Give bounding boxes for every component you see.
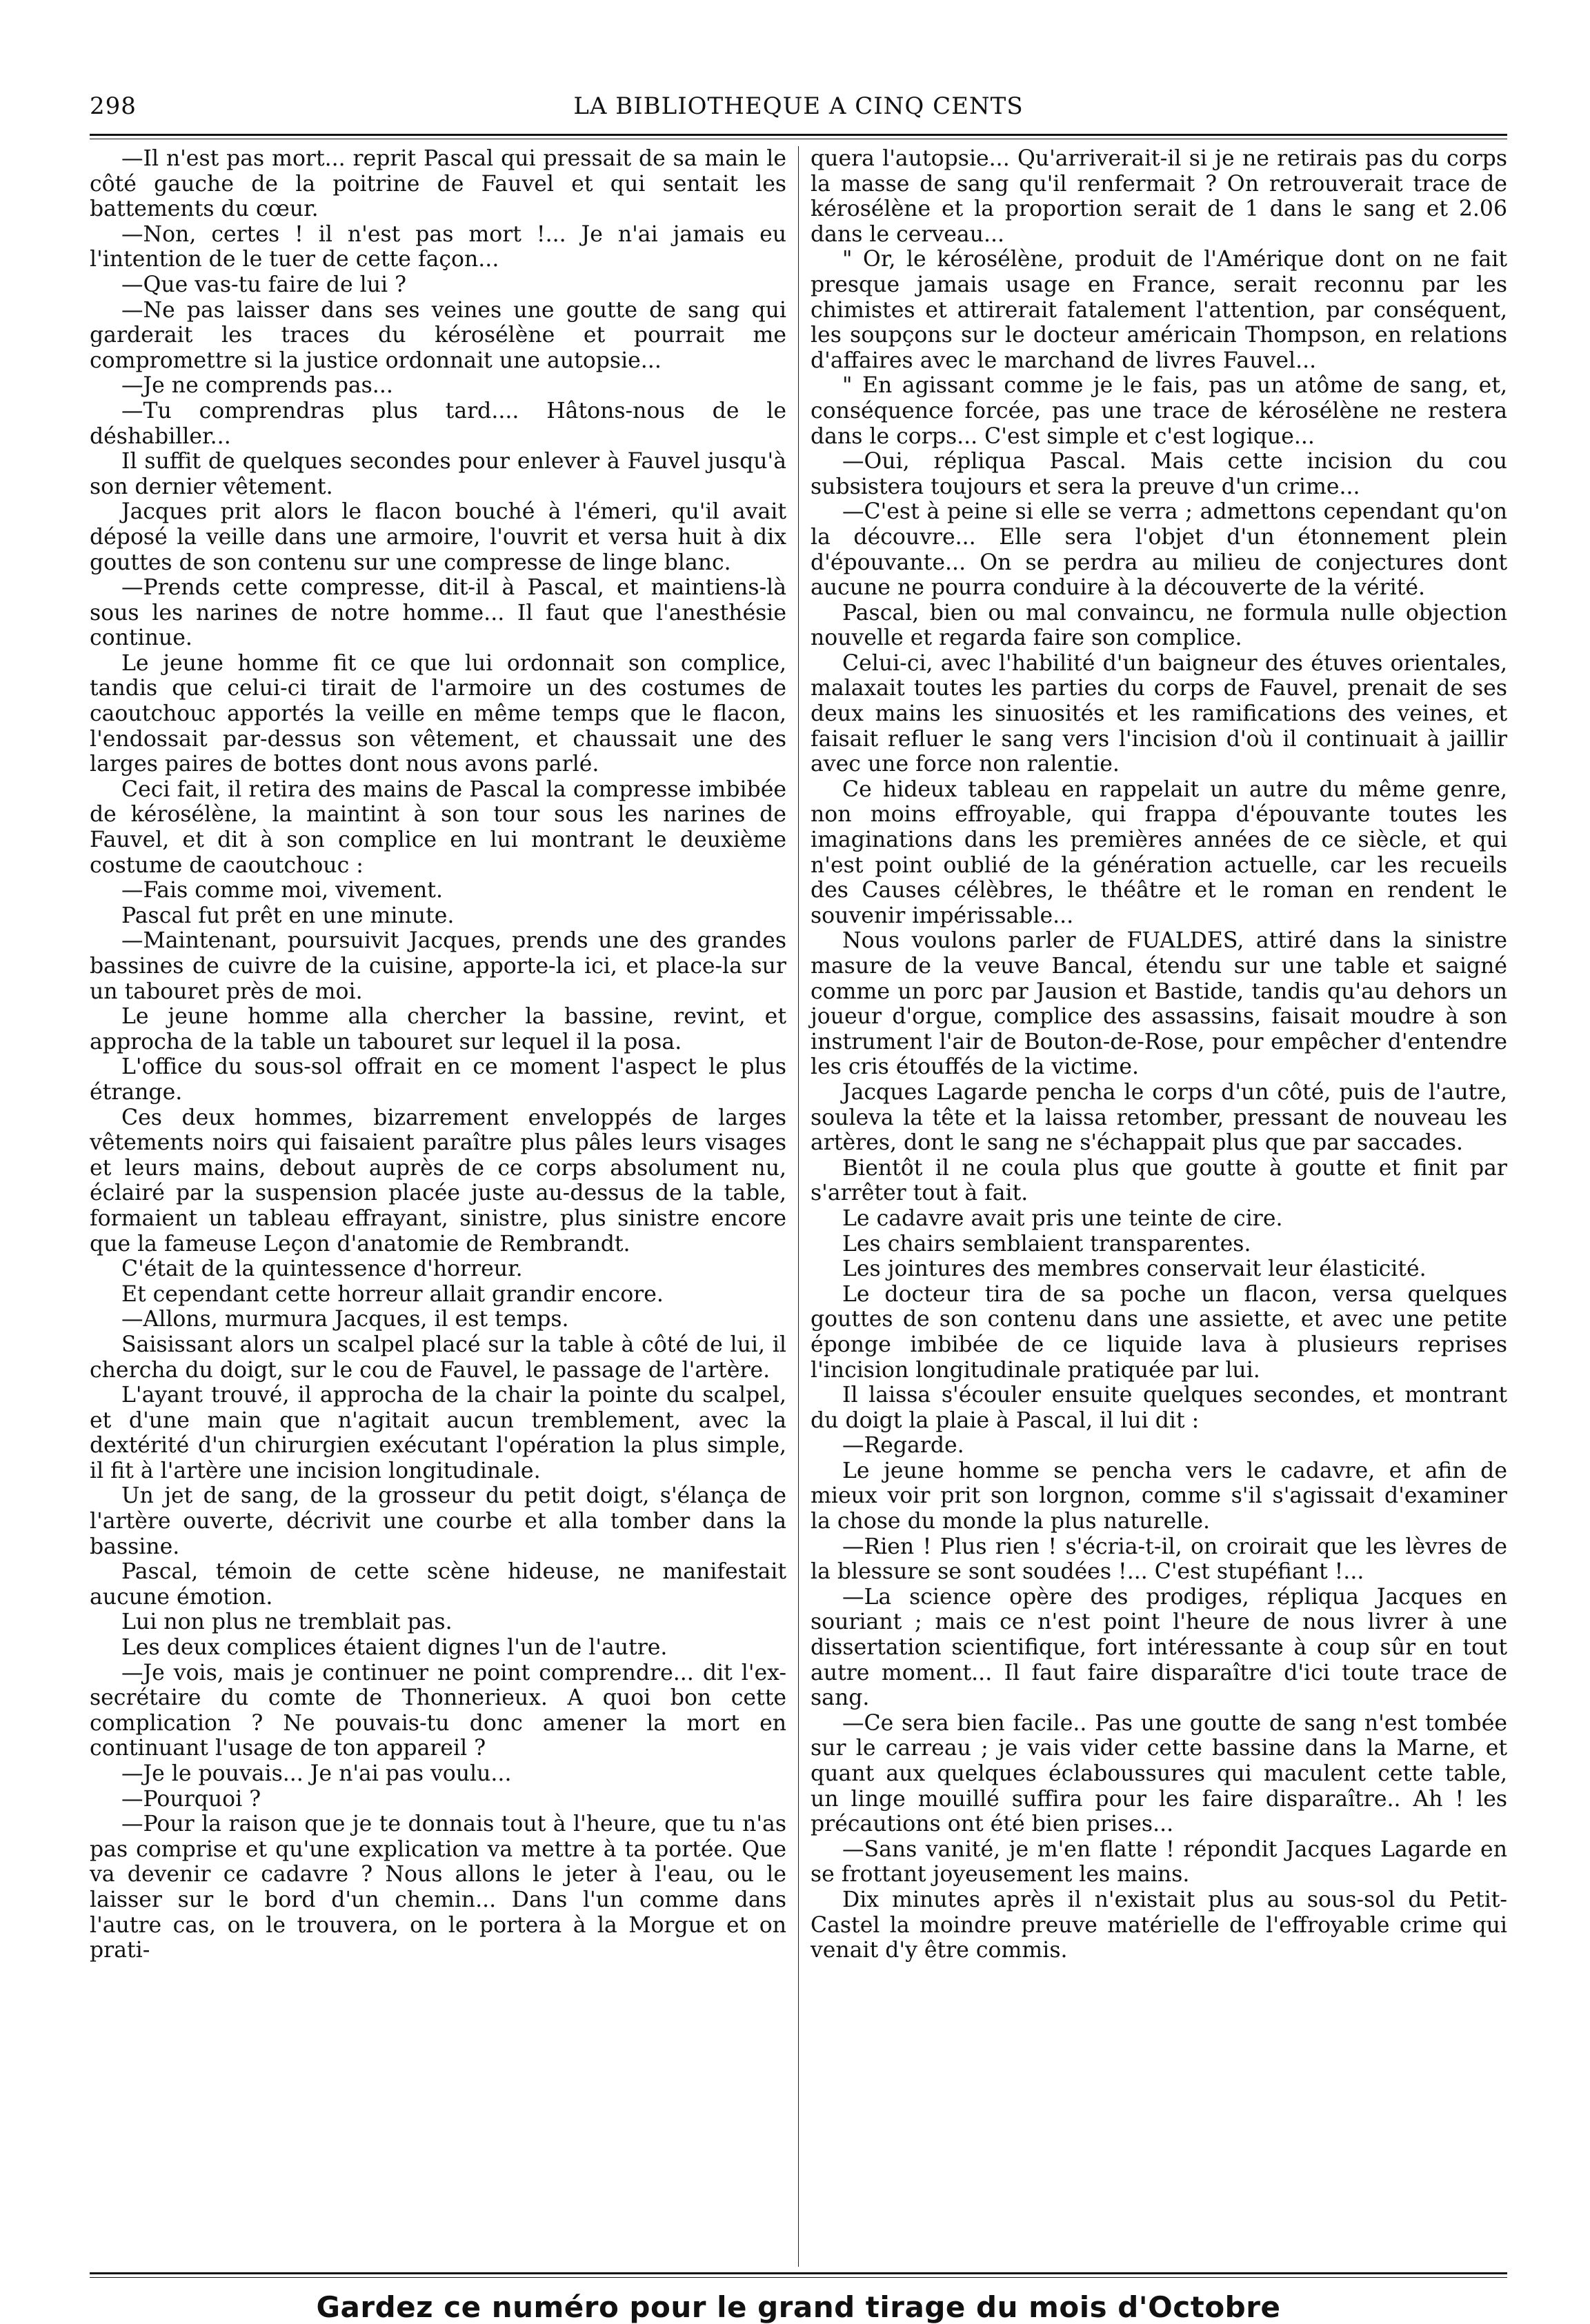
paragraph: Le docteur tira de sa poche un flacon, versa quelques gouttes de son contenu dans une assiette, et avec une petite éponge imbibée de ce liquide lava à plusieurs reprises l'incision longitudinale pratiquée par lui. (811, 1281, 1507, 1383)
journal-title: LA BIBLIOTHEQUE A CINQ CENTS (573, 92, 1024, 120)
paragraph: —Maintenant, poursuivit Jacques, prends une des grandes bassines de cuivre de la cuisine, apporte-la ici, et place-la sur un tabouret près de moi. (90, 928, 786, 1004)
page-number: 298 (90, 92, 137, 120)
paragraph: Bientôt il ne coula plus que goutte à goutte et finit par s'arrêter tout à fait. (811, 1155, 1507, 1206)
paragraph: Les jointures des membres conservait leur élasticité. (842, 1256, 1427, 1282)
paragraph: Saisissant alors un scalpel placé sur la table à côté de lui, il chercha du doigt, sur le cou de Fauvel, le passage de l'artère. (90, 1332, 786, 1383)
paragraph: —Il n'est pas mort... reprit Pascal qui pressait de sa main le côté gauche de la poitrine de Fauvel et qui sentait les battements du cœur. (90, 146, 786, 222)
paragraph: —La science opère des prodiges, répliqua Jacques en souriant ; mais ce n'est point l'heure de nous livrer à une dissertation scientifique, fort intéressante à coup sûr en tout autre moment... Il faut faire disparaître d'ici toute trace de sang. (811, 1584, 1507, 1711)
paragraph: quera l'autopsie... Qu'arriverait-il si je ne retirais pas du corps la masse de sang qu'il renfermait ? On retrouverait trace de kérosélène et la proportion serait de 1 dans le sang et 2.06 dans le cerveau... (811, 146, 1507, 247)
paragraph: Et cependant cette horreur allait grandir encore. (121, 1281, 664, 1307)
paragraph: Pascal, témoin de cette scène hideuse, ne manifestait aucune émotion. (90, 1559, 786, 1610)
paragraph: Les deux complices étaient dignes l'un de l'autre. (121, 1635, 668, 1661)
paragraph: Le cadavre avait pris une teinte de cire. (842, 1205, 1283, 1231)
paragraph: L'office du sous-sol offrait en ce moment l'aspect le plus étrange. (90, 1054, 786, 1105)
paragraph: —Non, certes ! il n'est pas mort !... Je n'ai jamais eu l'intention de le tuer de cette façon... (90, 221, 786, 272)
paragraph: —Ne pas laisser dans ses veines une goutte de sang qui garderait les traces du kérosélène et pourrait me compromettre si la justice ordonnait une autopsie... (90, 297, 786, 373)
right-column (811, 146, 1507, 2267)
paragraph: —Pour la raison que je te donnais tout à l'heure, que tu n'as pas comprise et qu'une explication va mettre à ta portée. Que va devenir ce cadavre ? Nous allons le jeter à l'eau, ou le laisser sur le bord d'un chemin... Dans l'un comme dans l'autre cas, on le trouvera, on le portera à la Morgue et on prati- (90, 1812, 786, 1963)
paragraph: —Fais comme moi, vivement. (121, 878, 443, 903)
column-divider (798, 146, 799, 2267)
paragraph: Jacques prit alors le flacon bouché à l'émeri, qu'il avait déposé la veille dans une armoire, l'ouvrit et versa huit à dix gouttes de son contenu sur une compresse de linge blanc. (90, 499, 786, 575)
paragraph: —C'est à peine si elle se verra ; admettons cependant qu'on la découvre... Elle sera l'objet d'un étonnement plein d'épouvante... On se perdra au milieu de conjectures dont aucune ne pourra conduire à la découverte de la vérité. (811, 499, 1507, 601)
paragraph: Il laissa s'écouler ensuite quelques secondes, et montrant du doigt la plaie à Pascal, il lui dit : (811, 1383, 1507, 1433)
paragraph: Nous voulons parler de FUALDES, attiré dans la sinistre masure de la veuve Bancal, étendu sur une table et saigné comme un porc par Jausion et Bastide, tandis qu'au dehors un joueur d'orgue, complice des assassins, faisait moudre à son instrument l'air de Bouton-de-Rose, pour empêcher d'entendre les cris étouffés de la victime. (811, 928, 1507, 1080)
footer-double-rule (90, 2272, 1507, 2278)
paragraph: Le jeune homme alla chercher la bassine, revint, et approcha de la table un tabouret sur lequel il la posa. (90, 1004, 786, 1054)
paragraph: " En agissant comme je le fais, pas un atôme de sang, et, conséquence forcée, pas une trace de kérosélène ne restera dans le corps... C'est simple et c'est logique... (811, 373, 1507, 449)
paragraph: Celui-ci, avec l'habilité d'un baigneur des étuves orientales, malaxait toutes les parties du corps de Fauvel, prenait de ses deux mains les sinuosités et les ramifications des veines, et faisait refluer le sang vers l'incision d'où il continuait à jaillir avec une force non ralentie. (811, 650, 1507, 777)
paragraph: Le jeune homme fit ce que lui ordonnait son complice, tandis que celui-ci tirait de l'armoire un des costumes de caoutchouc apportés la veille en même temps que le flacon, l'endossait par-dessus son vêtement, et chaussait une des larges paires de bottes dont nous avons parlé. (90, 650, 786, 777)
paragraph: Jacques Lagarde pencha le corps d'un côté, puis de l'autre, souleva la tête et la laissa retomber, pressant de nouveau les artères, dont le sang ne s'échappait plus que par saccades. (811, 1079, 1507, 1156)
paragraph: L'ayant trouvé, il approcha de la chair la pointe du scalpel, et d'une main que n'agitait aucun tremblement, avec la dextérité d'un chirurgien exécutant l'opération la plus simple, il fit à l'artère une incision longitudinale. (90, 1383, 786, 1483)
paragraph: Lui non plus ne tremblait pas. (121, 1610, 453, 1635)
paragraph: Ce hideux tableau en rappelait un autre du même genre, non moins effroyable, qui frappa d'épouvante toutes les imaginations dans les premières années de ce siècle, et qui n'est point oublié de la génération actuelle, car les recueils des Causes célèbres, le théâtre et le roman en rendent le souvenir impérissable... (811, 777, 1507, 928)
paragraph: —Allons, murmura Jacques, il est temps. (121, 1307, 569, 1332)
running-head (90, 90, 1507, 131)
left-column (90, 146, 786, 2267)
paragraph: —Tu comprendras plus tard.... Hâtons-nous de le déshabiller... (90, 398, 786, 449)
paragraph: —Regarde. (842, 1433, 964, 1459)
paragraph: Un jet de sang, de la grosseur du petit doigt, s'élança de l'artère ouverte, décrivit une courbe et alla tomber dans la bassine. (90, 1483, 786, 1559)
paragraph: —Je ne comprends pas... (121, 373, 393, 399)
paragraph: Le jeune homme se pencha vers le cadavre, et afin de mieux voir prit son lorgnon, comme s'il s'agissait d'examiner la chose du monde la plus naturelle. (811, 1458, 1507, 1534)
paragraph: Pascal fut prêt en une minute. (121, 903, 455, 928)
paragraph: Les chairs semblaient transparentes. (842, 1231, 1251, 1256)
paragraph: —Je vois, mais je continuer ne point comprendre... dit l'ex-secrétaire du comte de Thonnerieux. A quoi bon cette complication ? Ne pouvais-tu donc amener la mort en continuant l'usage de ton appareil ? (90, 1660, 786, 1761)
paragraph: —Pourquoi ? (121, 1786, 261, 1812)
paragraph: C'était de la quintessence d'horreur. (121, 1256, 523, 1282)
paragraph: —Sans vanité, je m'en flatte ! répondit Jacques Lagarde en se frottant joyeusement les mains. (811, 1836, 1507, 1887)
paragraph: —Ce sera bien facile.. Pas une goutte de sang n'est tombée sur le carreau ; je vais vider cette bassine dans la Marne, et quant aux quelques éclaboussures qui maculent cette table, un linge mouillé suffira pour les faire disparaître.. Ah ! les précautions ont été bien prises... (811, 1710, 1507, 1837)
paragraph: —Rien ! Plus rien ! s'écria-t-il, on croirait que les lèvres de la blessure se sont soudées !... C'est stupéfiant !... (811, 1534, 1507, 1585)
paragraph: Ceci fait, il retira des mains de Pascal la compresse imbibée de kérosélène, la maintint à son tour sous les narines de Fauvel, et dit à son complice en lui montrant le deuxième costume de caoutchouc : (90, 777, 786, 878)
paragraph: " Or, le kérosélène, produit de l'Amérique dont on ne fait presque jamais usage en France, serait reconnu par les chimistes et attirerait fatalement l'attention, par conséquent, les soupçons sur le docteur américain Thompson, en relations d'affaires avec le marchand de livres Fauvel... (811, 247, 1507, 373)
header-double-rule (90, 134, 1507, 139)
text-columns (90, 146, 1507, 2267)
paragraph: —Oui, répliqua Pascal. Mais cette incision du cou subsistera toujours et sera la preuve d'un crime... (811, 449, 1507, 499)
paragraph: Ces deux hommes, bizarrement enveloppés de larges vêtements noirs qui faisaient paraître plus pâles leurs visages et leurs mains, debout auprès de ce corps absolument nu, éclairé par la suspension placée juste au-dessus de la table, formaient un tableau effrayant, sinistre, plus sinistre encore que la fameuse Leçon d'anatomie de Rembrandt. (90, 1105, 786, 1256)
paragraph: Il suffit de quelques secondes pour enlever à Fauvel jusqu'à son dernier vêtement. (90, 449, 786, 499)
paragraph: —Prends cette compresse, dit-il à Pascal, et maintiens-là sous les narines de notre homme... Il faut que l'anesthésie continue. (90, 575, 786, 651)
paragraph: —Je le pouvais... Je n'ai pas voulu... (121, 1761, 512, 1786)
newspaper-page (90, 90, 1507, 2324)
footer-notice: Gardez ce numéro pour le grand tirage du mois d'Octobre (316, 2290, 1281, 2324)
paragraph: —Que vas-tu faire de lui ? (121, 272, 406, 297)
paragraph: Pascal, bien ou mal convaincu, ne formula nulle objection nouvelle et regarda faire son complice. (811, 600, 1507, 651)
paragraph: Dix minutes après il n'existait plus au sous-sol du Petit-Castel la moindre preuve matérielle de l'effroyable crime qui venait d'y être commis. (811, 1887, 1507, 1963)
